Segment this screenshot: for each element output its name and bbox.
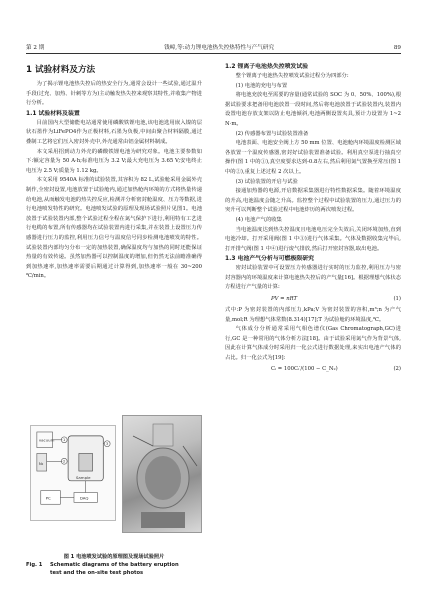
test-site-photo: [122, 415, 202, 533]
caption-english-line1: Schematic diagrams of the battery eruption: [50, 562, 179, 568]
equation-1-formula: PV = nRT: [271, 295, 298, 302]
page-number: 89: [393, 45, 401, 51]
step-2-title: (2) 传感器布置与试验装置准备: [235, 130, 309, 137]
valve-1-label: 1: [63, 438, 66, 443]
page-header: [26, 42, 401, 54]
caption-chinese: 图 1 电池喷发试验的原理图及现场试验照片: [63, 554, 165, 560]
materials-paragraph: 目前国内大型储能电站通常使用磷酸铁锂电池,该电池选用嵌入镍的层状石墨作为LiFePO4作为正极材料,石墨为负极,中间由聚合材料隔膜,通过叠制工艺将它们压入密封外壳中,外壳通常由铝金属材料制成。: [26, 119, 202, 145]
intro-paragraph: 为了揭示锂电池热失控后的热安全行为,通常会设计一些试验,通过温升手段(过充、加热、针刺等方为)主动触发热失控来观察其特性,并收集产物进行分析。: [26, 81, 202, 107]
left-column: [26, 62, 202, 282]
section-title: 1 试验材料及方法: [26, 65, 96, 75]
step-1-title: (1) 电池的充电与布置: [235, 82, 288, 89]
valve-3-label: 3: [106, 442, 109, 447]
step-3-text: 接通加热器的电源,开启数据采集器进行特性数据采集。随着环境温度的升高,电池温度会随之升高。监控整个过程中试验装置的压力,通过压力的突升可以判断整个试验过程中电池炸历的两次喷发过程。: [225, 188, 401, 214]
subsection-1-1-title: 1.1 试验材料及装置: [26, 110, 80, 117]
figure-1: [30, 415, 200, 540]
step-4-title: (4) 电池产气的收集: [235, 216, 282, 223]
equation-2-number: (2): [393, 366, 401, 373]
step-4-text: 当电池温度达到热失控温度且电池电压完全失效后,关闭环境加热,直到电池冷却。打开采用阀(图 1 中③)进行气体采集。气体及数据收集完毕后,打开排气阀(图 1 中④)进行废气排放,然后打开密封容器,取出电池。: [225, 226, 401, 252]
running-title: 钱嶂,等:动力锂电池热失控热特性与产气研究: [164, 45, 275, 51]
procedure-intro: 整个锂离子电池热失控喷发试验过程分为四部分:: [235, 73, 349, 79]
issue-number: 第 2 期: [26, 45, 45, 51]
figure-caption: [26, 553, 202, 577]
daq-label: DAQ: [79, 495, 89, 501]
gas-composition-paragraph: 气体成分分析通常采用气相色谱仪(Gas Chromatograph,GC)进行,GC 是一种常用的气体分析方法[18]。由于试验采用氮气作为背景气体,因此在计算气体成分时采用归一化公式进行数据处理,来实出电池产气体的占比。归一化公式为[19]:: [225, 326, 401, 362]
caption-fig-label: Fig. 1: [26, 562, 43, 568]
apparatus-paragraph: 本文采用 9540A 标准的试验装置,其容积为 82 L,试验舱采用金属外壳制作,全密封设置,电池放置于试验舱内,通过加热舱内环境的方式将热量传递给电池,从而触发电池的热失控反应,检测并分析密封舱温度、压力等数据,进行电池喷发特性的研究。电池喷发试验的原理及现场试验照片见图1。电池放置于试验装置内部,整个试验过程全程在氮气保护下进行,利用特有工艺进行电缆的布置,所有传感器均在试验装置内进行采集,并在装置上设置压力传感器进行压力的监控,利用压力信号与温度信号同步检测电池喷发的特性。试验装置内部均匀分布一定的加热装置,确保温度均与加热的同时还能保证热量的有效传递。虽然加热器可以控制温度的增加,但仍然无法前瞻准确得到加热速率,加热速率需要后期通过计算得到,加热速率一般在 30~200 ℃/min。: [26, 177, 202, 280]
subsection-1-2-title: 1.2 锂离子电池热失控喷发试验: [225, 64, 309, 70]
valve-2-label: 2: [63, 459, 66, 464]
pc-label: PC: [45, 495, 51, 501]
step-3-title: (3) 试验装置的开启与试验: [235, 178, 298, 185]
equation-1-definitions: 式中:P 为密封装置的内部压力,kPa;V 为密封装置的容积,m³;n 为产气量,mol;R 为理想气体常数(8.314)[17];T 为试验舱的环境温度,℃。: [225, 307, 401, 323]
caption-english-line2: test and the on-site test photos: [50, 570, 144, 576]
equation-2: [225, 364, 401, 377]
battery-params-paragraph: 本文采用招到动力外壳的磷酸铁锂电池为研究对象。电池主要参数如下:额定容量为 50 A·h;标准电压为 3.2 V;最大充电压为 3.65 V;安电终止电压为 2.5 V;质量为 1.12 kg。: [26, 148, 202, 174]
n2-label: N₂: [38, 461, 44, 467]
vacuum-label: vacuum: [38, 437, 55, 443]
battery-sample: [79, 453, 93, 471]
equation-1: [225, 293, 401, 306]
subsection-1-3-title: 1.3 电池产气分析与可燃极限研究: [225, 256, 315, 263]
step-2-text: 电池表面、电池安全阀上方 50 mm 位置、电池舱内环境温度检测区域各放置一个温度传感器,密封好试验装置准备试验。利用真空泵进行抽真空操作(图 1 中的①),真空度要求达到-0.8左右,然后利用氮气置换至常压(图 1 中的②),重复上述过程 2 次以上。: [225, 140, 401, 175]
equation-2-formula: Cᵢ = 100Cᵢ′/(100 − C_N₂): [271, 366, 338, 373]
schematic-diagram: [30, 425, 116, 521]
right-column: [225, 62, 401, 377]
step-1-text: 将电池充放电至需要的容量(通常试验的 SOC 为 0、50%、100%),根据试验要求把备用电池放置一段时间,然后将电池放置于试验装置内,装置内设置电池存放支架以防止电池倾斜,电池两侧设置夹具,预计力设置为 1~2 N·m。: [225, 92, 401, 127]
gas-volume-paragraph: 密封试验装置中可设置压力传感器进行实时的压力监控,利用压力与密封容器内的环境温度来计算电池热失控后的产气量[16]。根据理想气体状态方程进行产气量的计算:: [225, 265, 401, 291]
equation-1-number: (1): [393, 295, 401, 302]
sample-label: Sample: [75, 474, 91, 480]
